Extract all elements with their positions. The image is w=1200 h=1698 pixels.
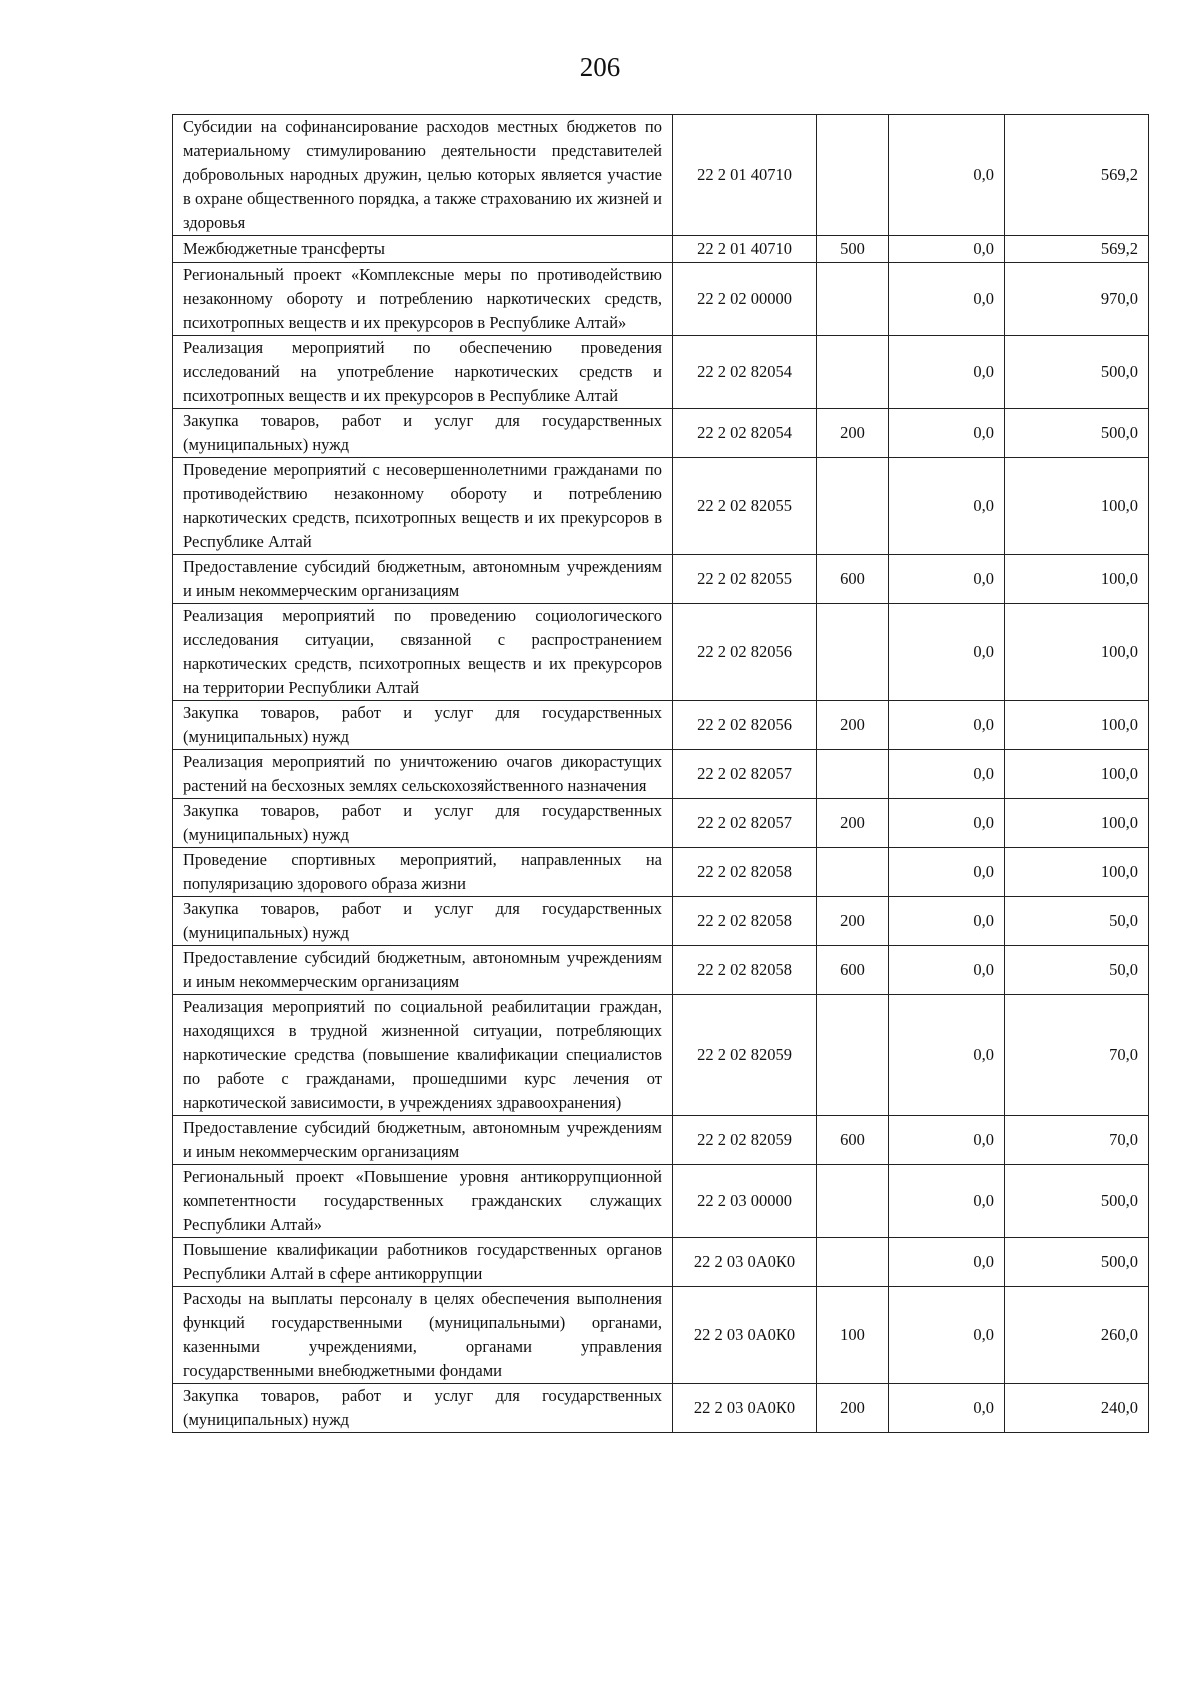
row-name-cell: Закупка товаров, работ и услуг для государственных (муниципальных) нужд bbox=[173, 409, 673, 458]
row-code-cell: 22 2 02 82059 bbox=[673, 995, 817, 1116]
row-value-1-cell: 0,0 bbox=[889, 115, 1005, 236]
row-expense-type-cell: 600 bbox=[817, 555, 889, 604]
row-code-cell: 22 2 03 00000 bbox=[673, 1165, 817, 1238]
row-code-cell: 22 2 03 0А0К0 bbox=[673, 1384, 817, 1433]
table-row bbox=[173, 1384, 1149, 1433]
row-expense-type-cell bbox=[817, 995, 889, 1116]
row-name-cell: Реализация мероприятий по уничтожению очагов дикорастущих растений на бесхозных землях сельскохозяйственного назначения bbox=[173, 750, 673, 799]
row-code-cell: 22 2 03 0А0К0 bbox=[673, 1287, 817, 1384]
table-row bbox=[173, 236, 1149, 263]
row-code-cell: 22 2 02 82058 bbox=[673, 848, 817, 897]
row-expense-type-cell bbox=[817, 263, 889, 336]
row-value-1-cell: 0,0 bbox=[889, 848, 1005, 897]
row-name-cell: Закупка товаров, работ и услуг для государственных (муниципальных) нужд bbox=[173, 1384, 673, 1433]
table-row bbox=[173, 946, 1149, 995]
table-row bbox=[173, 1116, 1149, 1165]
row-value-2-cell: 569,2 bbox=[1005, 236, 1149, 263]
page-number: 206 bbox=[579, 52, 621, 82]
row-code-cell: 22 2 01 40710 bbox=[673, 115, 817, 236]
row-value-1-cell: 0,0 bbox=[889, 555, 1005, 604]
row-name-cell: Предоставление субсидий бюджетным, автономным учреждениям и иным некоммерческим организациям bbox=[173, 555, 673, 604]
table-row bbox=[173, 458, 1149, 555]
row-value-2-cell: 500,0 bbox=[1005, 1165, 1149, 1238]
table-row bbox=[173, 848, 1149, 897]
row-value-2-cell: 500,0 bbox=[1005, 336, 1149, 409]
row-name-cell: Региональный проект «Повышение уровня антикоррупционной компетентности государственных гражданских служащих Республики Алтай» bbox=[173, 1165, 673, 1238]
row-expense-type-cell bbox=[817, 458, 889, 555]
row-expense-type-cell: 200 bbox=[817, 409, 889, 458]
row-value-2-cell: 70,0 bbox=[1005, 995, 1149, 1116]
row-value-2-cell: 500,0 bbox=[1005, 1238, 1149, 1287]
table-row bbox=[173, 263, 1149, 336]
table-row bbox=[173, 1165, 1149, 1238]
budget-table bbox=[172, 114, 1149, 1433]
row-expense-type-cell bbox=[817, 848, 889, 897]
row-code-cell: 22 2 02 82056 bbox=[673, 604, 817, 701]
row-expense-type-cell bbox=[817, 1238, 889, 1287]
row-name-cell: Закупка товаров, работ и услуг для государственных (муниципальных) нужд bbox=[173, 701, 673, 750]
row-value-2-cell: 970,0 bbox=[1005, 263, 1149, 336]
row-code-cell: 22 2 02 82058 bbox=[673, 946, 817, 995]
row-value-1-cell: 0,0 bbox=[889, 897, 1005, 946]
row-name-cell: Проведение спортивных мероприятий, направленных на популяризацию здорового образа жизни bbox=[173, 848, 673, 897]
row-value-2-cell: 100,0 bbox=[1005, 701, 1149, 750]
row-name-cell: Закупка товаров, работ и услуг для государственных (муниципальных) нужд bbox=[173, 897, 673, 946]
row-code-cell: 22 2 02 82055 bbox=[673, 458, 817, 555]
row-name-cell: Реализация мероприятий по обеспечению проведения исследований на употребление наркотических средств и психотропных веществ и их прекурсоров в Республике Алтай bbox=[173, 336, 673, 409]
table-row bbox=[173, 897, 1149, 946]
row-expense-type-cell: 100 bbox=[817, 1287, 889, 1384]
table-row bbox=[173, 1287, 1149, 1384]
row-value-1-cell: 0,0 bbox=[889, 750, 1005, 799]
row-expense-type-cell bbox=[817, 115, 889, 236]
table-row bbox=[173, 701, 1149, 750]
row-value-2-cell: 240,0 bbox=[1005, 1384, 1149, 1433]
row-name-cell: Межбюджетные трансферты bbox=[173, 236, 673, 263]
row-value-1-cell: 0,0 bbox=[889, 604, 1005, 701]
row-value-1-cell: 0,0 bbox=[889, 701, 1005, 750]
row-name-cell: Повышение квалификации работников государственных органов Республики Алтай в сфере антикоррупции bbox=[173, 1238, 673, 1287]
row-value-2-cell: 70,0 bbox=[1005, 1116, 1149, 1165]
table-row bbox=[173, 115, 1149, 236]
row-value-2-cell: 50,0 bbox=[1005, 946, 1149, 995]
row-value-1-cell: 0,0 bbox=[889, 409, 1005, 458]
row-name-cell: Реализация мероприятий по проведению социологического исследования ситуации, связанной с распространением наркотических средств, психотропных веществ и их прекурсоров на территории Республики Алтай bbox=[173, 604, 673, 701]
row-value-1-cell: 0,0 bbox=[889, 995, 1005, 1116]
row-expense-type-cell: 600 bbox=[817, 946, 889, 995]
table-row bbox=[173, 799, 1149, 848]
row-value-2-cell: 260,0 bbox=[1005, 1287, 1149, 1384]
row-name-cell: Реализация мероприятий по социальной реабилитации граждан, находящихся в трудной жизненной ситуации, потребляющих наркотические средства (повышение квалификации специалистов по работе с гражданами, прошедшими курс лечения от наркотической зависимости, в учреждениях здравоохранения) bbox=[173, 995, 673, 1116]
row-code-cell: 22 2 02 82057 bbox=[673, 750, 817, 799]
table-row bbox=[173, 604, 1149, 701]
budget-table-body bbox=[173, 115, 1149, 1433]
row-code-cell: 22 2 02 82056 bbox=[673, 701, 817, 750]
row-expense-type-cell bbox=[817, 336, 889, 409]
row-name-cell: Закупка товаров, работ и услуг для государственных (муниципальных) нужд bbox=[173, 799, 673, 848]
row-value-1-cell: 0,0 bbox=[889, 1287, 1005, 1384]
row-name-cell: Субсидии на софинансирование расходов местных бюджетов по материальному стимулированию деятельности представителей добровольных народных дружин, целью которых является участие в охране общественного порядка, а также страхованию их жизней и здоровья bbox=[173, 115, 673, 236]
row-code-cell: 22 2 02 82054 bbox=[673, 409, 817, 458]
row-expense-type-cell: 200 bbox=[817, 701, 889, 750]
row-value-1-cell: 0,0 bbox=[889, 1384, 1005, 1433]
table-row bbox=[173, 336, 1149, 409]
row-name-cell: Региональный проект «Комплексные меры по противодействию незаконному обороту и потреблению наркотических средств, психотропных веществ и их прекурсоров в Республике Алтай» bbox=[173, 263, 673, 336]
row-value-2-cell: 100,0 bbox=[1005, 555, 1149, 604]
row-value-2-cell: 100,0 bbox=[1005, 604, 1149, 701]
row-value-2-cell: 50,0 bbox=[1005, 897, 1149, 946]
table-row bbox=[173, 555, 1149, 604]
row-value-1-cell: 0,0 bbox=[889, 946, 1005, 995]
row-code-cell: 22 2 02 00000 bbox=[673, 263, 817, 336]
row-expense-type-cell bbox=[817, 1165, 889, 1238]
row-expense-type-cell: 200 bbox=[817, 799, 889, 848]
row-value-1-cell: 0,0 bbox=[889, 799, 1005, 848]
row-value-2-cell: 100,0 bbox=[1005, 848, 1149, 897]
row-value-2-cell: 100,0 bbox=[1005, 750, 1149, 799]
row-value-1-cell: 0,0 bbox=[889, 236, 1005, 263]
row-value-1-cell: 0,0 bbox=[889, 336, 1005, 409]
row-value-2-cell: 569,2 bbox=[1005, 115, 1149, 236]
row-name-cell: Проведение мероприятий с несовершеннолетними гражданами по противодействию незаконному обороту и потреблению наркотических средств, психотропных веществ и их прекурсоров в Республике Алтай bbox=[173, 458, 673, 555]
row-expense-type-cell: 200 bbox=[817, 1384, 889, 1433]
row-name-cell: Предоставление субсидий бюджетным, автономным учреждениям и иным некоммерческим организациям bbox=[173, 1116, 673, 1165]
table-row bbox=[173, 750, 1149, 799]
row-value-1-cell: 0,0 bbox=[889, 263, 1005, 336]
row-value-1-cell: 0,0 bbox=[889, 1238, 1005, 1287]
row-code-cell: 22 2 02 82059 bbox=[673, 1116, 817, 1165]
table-row bbox=[173, 995, 1149, 1116]
row-expense-type-cell bbox=[817, 604, 889, 701]
row-value-1-cell: 0,0 bbox=[889, 458, 1005, 555]
table-row bbox=[173, 409, 1149, 458]
row-code-cell: 22 2 02 82057 bbox=[673, 799, 817, 848]
row-expense-type-cell: 200 bbox=[817, 897, 889, 946]
row-value-2-cell: 100,0 bbox=[1005, 799, 1149, 848]
row-name-cell: Предоставление субсидий бюджетным, автономным учреждениям и иным некоммерческим организациям bbox=[173, 946, 673, 995]
row-value-1-cell: 0,0 bbox=[889, 1165, 1005, 1238]
row-expense-type-cell: 500 bbox=[817, 236, 889, 263]
row-value-2-cell: 500,0 bbox=[1005, 409, 1149, 458]
row-code-cell: 22 2 03 0А0К0 bbox=[673, 1238, 817, 1287]
row-expense-type-cell: 600 bbox=[817, 1116, 889, 1165]
row-value-2-cell: 100,0 bbox=[1005, 458, 1149, 555]
row-code-cell: 22 2 02 82058 bbox=[673, 897, 817, 946]
row-expense-type-cell bbox=[817, 750, 889, 799]
row-code-cell: 22 2 02 82055 bbox=[673, 555, 817, 604]
row-code-cell: 22 2 02 82054 bbox=[673, 336, 817, 409]
row-code-cell: 22 2 01 40710 bbox=[673, 236, 817, 263]
row-name-cell: Расходы на выплаты персоналу в целях обеспечения выполнения функций государственными (муниципальными) органами, казенными учреждениями, органами управления государственными внебюджетными фондами bbox=[173, 1287, 673, 1384]
row-value-1-cell: 0,0 bbox=[889, 1116, 1005, 1165]
table-row bbox=[173, 1238, 1149, 1287]
